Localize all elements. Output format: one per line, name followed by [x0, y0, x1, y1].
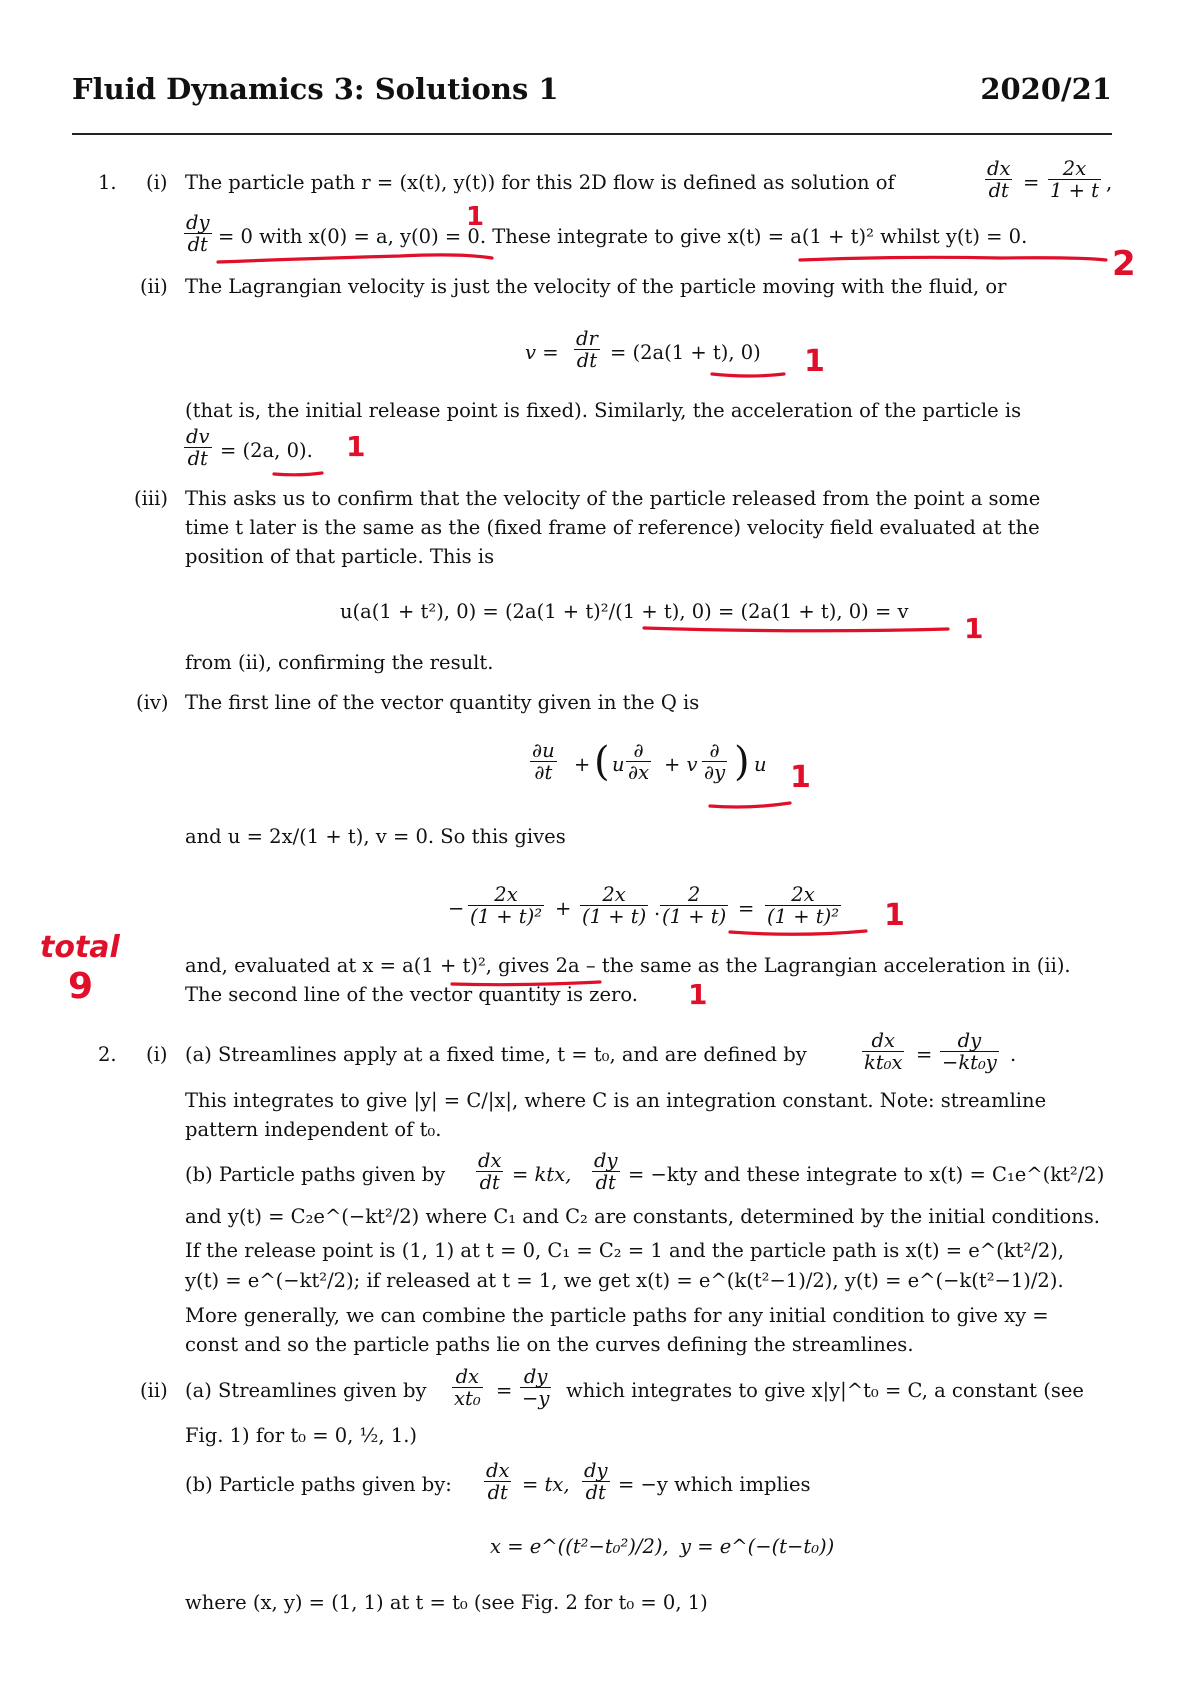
frac-den: kt₀x: [864, 1051, 903, 1074]
frac-den: (1 + t)²: [767, 905, 840, 928]
frac-den: ∂y: [704, 761, 726, 784]
mark-q1-iv-operator: 1: [790, 760, 811, 795]
frac-num: dx: [478, 1149, 502, 1172]
q2-ii-a-rest: which integrates to give x|y|^t₀ = C, a constant (see: [566, 1379, 1084, 1402]
q2-i-b-line3: If the release point is (1, 1) at t = 0, C₁ = C₂ = 1 and the particle path is x(t) = e^(kt²/2),: [185, 1239, 1065, 1262]
frac-num: ∂: [702, 740, 727, 762]
q2-ii-b-line3: where (x, y) = (1, 1) at t = t₀ (see Fig. 2 for t₀ = 0, 1): [185, 1591, 708, 1614]
q1-ii-frac-dvdt: [184, 426, 212, 469]
mark-q1-iii-equation: 1: [964, 612, 984, 645]
q1-iv-line3: and, evaluated at x = a(1 + t)², gives 2a – the same as the Lagrangian acceleration in (ii).: [185, 954, 1071, 977]
q2-ii-b-mid: = tx,: [522, 1473, 570, 1496]
q2-ii-a-equals: =: [496, 1379, 513, 1402]
q1-iv-frac-g3: [660, 884, 728, 927]
q1-i-label: (i): [146, 171, 168, 194]
q2-i-b-line5: More generally, we can combine the particle paths for any initial condition to give xy =: [185, 1304, 1049, 1327]
q1-iv-line4: The second line of the vector quantity is zero.: [185, 983, 638, 1006]
q1-iii-equation: u(a(1 + t²), 0) = (2a(1 + t)²/(1 + t), 0) = (2a(1 + t), 0) = v: [340, 600, 909, 623]
frac-den: −y: [522, 1387, 550, 1410]
q2-ii-a-frac1: [452, 1366, 483, 1409]
frac-num: dy: [186, 211, 210, 234]
frac-num: dy: [520, 1366, 551, 1388]
q1-iv-frac-g2: [580, 884, 648, 927]
mark-q1-ii-velocity: 1: [804, 344, 825, 379]
mark-q1-iv-result: 1: [884, 898, 905, 933]
q1-ii-line1: The Lagrangian velocity is just the velocity of the particle moving with the fluid, or: [185, 275, 1007, 298]
underline-q1-ii-accel: [274, 473, 322, 475]
q1-iv-frac-g4: [765, 884, 841, 927]
q1-iv-line1: The first line of the vector quantity given in the Q is: [185, 691, 700, 714]
underline-q1-iv-operator: [710, 803, 790, 807]
frac-num: dx: [486, 1459, 510, 1482]
q2-i-b-rest: = −kty and these integrate to x(t) = C₁e^(kt²/2): [628, 1163, 1105, 1186]
q1-iv-plus: +: [574, 753, 591, 776]
q1-iii-label: (iii): [134, 487, 168, 510]
document-title: Fluid Dynamics 3: Solutions 1: [72, 72, 559, 106]
q1-i-frac-dydt: [184, 212, 212, 255]
frac-num: 2: [660, 884, 728, 906]
q2-i-b-line6: const and so the particle paths lie on the curves defining the streamlines.: [185, 1333, 914, 1356]
frac-num: dv: [186, 425, 210, 448]
underline-q1-ii-velocity: [712, 374, 784, 376]
frac-den: (1 + t): [662, 905, 727, 928]
frac-den: dt: [988, 179, 1009, 202]
q1-ii-line2: (that is, the initial release point is fixed). Similarly, the acceleration of the particle is: [185, 399, 1022, 422]
q1-iv-plus-v: + v: [664, 753, 698, 776]
q2-i-a-equals: =: [916, 1043, 933, 1066]
mark-q1-ii-accel: 1: [346, 430, 366, 463]
underline-q1-i-result: [800, 257, 1106, 260]
frac-num: dy: [940, 1030, 999, 1052]
q2-ii-b-eq1: x = e^((t²−t₀²)/2),: [490, 1535, 669, 1558]
q2-ii-b-line1: (b) Particle paths given by:: [185, 1473, 452, 1496]
frac-num: dy: [584, 1459, 608, 1482]
q2-i-b-line2: and y(t) = C₂e^(−kt²/2) where C₁ and C₂ are constants, determined by the initial conditions.: [185, 1205, 1100, 1228]
q1-iii-line3: position of that particle. This is: [185, 545, 495, 568]
q1-iii-line1: This asks us to confirm that the velocity of the particle released from the point a some: [185, 487, 1041, 510]
q1-i-comma: ,: [1106, 171, 1113, 194]
q1-iv-frac-g1: [468, 884, 544, 927]
q2-number: 2.: [98, 1043, 117, 1066]
frac-num: 2x: [765, 884, 841, 906]
mark-q1-iv-zero: 1: [688, 978, 708, 1011]
frac-den: (1 + t)²: [470, 905, 543, 928]
frac-num: 2x: [468, 884, 544, 906]
q2-ii-b-rest: = −y which implies: [618, 1473, 811, 1496]
q1-iv-frac-ddy: [702, 740, 727, 783]
frac-den: dt: [479, 1171, 500, 1194]
q1-ii-frac-drdt: [574, 328, 600, 371]
frac-num: dx: [862, 1030, 904, 1052]
q1-i-equals: =: [1023, 171, 1040, 194]
frac-num: dy: [594, 1149, 618, 1172]
total-value: 9: [68, 966, 94, 1007]
q1-ii-label: (ii): [140, 275, 168, 298]
q1-i-line1: The particle path r = (x(t), y(t)) for this 2D flow is defined as solution of: [185, 171, 895, 194]
total-label: total: [40, 930, 120, 965]
q1-iv-line2: and u = 2x/(1 + t), v = 0. So this gives: [185, 825, 566, 848]
frac-num: dr: [576, 327, 598, 350]
frac-num: 2x: [1048, 158, 1101, 180]
q1-i-line2: = 0 with x(0) = a, y(0) = 0. These integrate to give x(t) = a(1 + t)² whilst y(t) = 0.: [218, 225, 1028, 248]
frac-num: dx: [452, 1366, 483, 1388]
q2-i-a-line3: pattern independent of t₀.: [185, 1118, 442, 1141]
q1-iv-frac-ddx: [626, 740, 651, 783]
q2-i-b-frac1: [476, 1150, 503, 1193]
q2-ii-a-line2: Fig. 1) for t₀ = 0, ½, 1.): [185, 1424, 418, 1447]
q2-i-a-line1: (a) Streamlines apply at a fixed time, t = t₀, and are defined by: [185, 1043, 807, 1066]
underline-q1-iv-result: [730, 931, 866, 934]
q2-ii-b-eq2: y = e^(−(t−t₀)): [680, 1535, 835, 1558]
q1-number: 1.: [98, 171, 117, 194]
q1-iv-u: u: [612, 753, 625, 776]
q2-i-a-frac1: [862, 1030, 904, 1073]
q1-ii-acceleration: = (2a, 0).: [220, 439, 313, 462]
q1-iv-paren-open: (: [594, 739, 610, 785]
q2-i-b-mid: = ktx,: [512, 1163, 572, 1186]
underline-q1-iii-equation: [644, 628, 948, 631]
q2-i-a-dot: .: [1010, 1043, 1017, 1066]
mark-q1-i-result: 2: [1112, 244, 1136, 284]
q1-iii-line4: from (ii), confirming the result.: [185, 651, 494, 674]
q2-i-a-line2: This integrates to give |y| = C/|x|, where C is an integration constant. Note: streamline: [185, 1089, 1047, 1112]
frac-den: 1 + t: [1050, 179, 1099, 202]
frac-num: 2x: [580, 884, 648, 906]
academic-year: 2020/21: [980, 72, 1112, 106]
frac-den: ∂t: [534, 761, 553, 784]
q1-i-frac-2x: [1048, 158, 1101, 201]
q1-iv-label: (iv): [136, 691, 169, 714]
frac-den: −kt₀y: [942, 1051, 997, 1074]
q2-ii-label: (ii): [140, 1379, 168, 1402]
mark-q1-i-initial: 1: [466, 202, 485, 232]
q2-i-b-line1: (b) Particle paths given by: [185, 1163, 446, 1186]
frac-num: ∂u: [532, 739, 555, 762]
frac-den: ∂x: [628, 761, 650, 784]
q2-ii-b-frac2: [582, 1460, 610, 1503]
q1-ii-velocity: = (2a(1 + t), 0): [610, 341, 761, 364]
q2-i-b-line4: y(t) = e^(−kt²/2); if released at t = 1, we get x(t) = e^(k(t²−1)/2), y(t) = e^(−k(t²−1)/2).: [185, 1269, 1064, 1292]
frac-den: dt: [187, 233, 208, 256]
q2-ii-b-frac1: [484, 1460, 511, 1503]
q2-i-label: (i): [146, 1043, 168, 1066]
q1-iv-u2: u: [754, 753, 767, 776]
frac-den: xt₀: [454, 1387, 481, 1410]
q1-iv-frac-dudt: [530, 740, 557, 783]
frac-den: dt: [187, 447, 208, 470]
frac-den: (1 + t): [582, 905, 647, 928]
q2-i-a-frac2: [940, 1030, 999, 1073]
q1-iii-line2: time t later is the same as the (fixed frame of reference) velocity field evaluated at the: [185, 516, 1040, 539]
q2-i-b-frac2: [592, 1150, 620, 1193]
frac-num: ∂: [626, 740, 651, 762]
frac-num: dx: [987, 157, 1011, 180]
q1-i-frac-dxdt: [985, 158, 1012, 201]
frac-den: dt: [576, 349, 598, 372]
frac-den: dt: [585, 1481, 606, 1504]
q1-iv-gplus: +: [555, 897, 572, 920]
q1-iv-geq: =: [738, 897, 755, 920]
frac-den: dt: [487, 1481, 508, 1504]
q2-ii-a-frac2: [520, 1366, 551, 1409]
q1-iv-paren-close: ): [734, 739, 750, 785]
q1-iv-dot: .: [654, 897, 661, 920]
header-rule: [72, 133, 1112, 135]
q1-iv-minus: −: [448, 897, 465, 920]
q2-ii-a-line1: (a) Streamlines given by: [185, 1379, 427, 1402]
underline-q1-i-initial: [218, 255, 492, 262]
frac-den: dt: [595, 1171, 616, 1194]
q1-ii-v: v =: [525, 341, 559, 364]
